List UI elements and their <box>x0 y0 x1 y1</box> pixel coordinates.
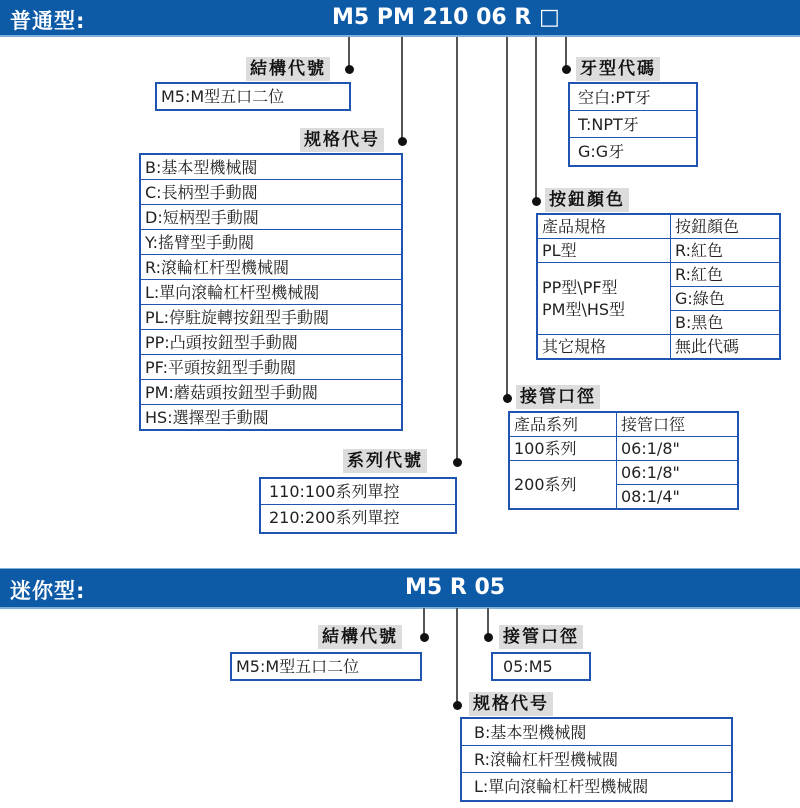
spec-item: PM:蘑菇頭按鈕型手動閥 <box>141 380 401 405</box>
mini-spec-box <box>460 717 733 802</box>
series-item: 210:200系列單控 <box>269 508 400 527</box>
structure-box <box>155 82 351 111</box>
port-table <box>508 411 739 510</box>
mini-port-item: 05:M5 <box>503 657 553 676</box>
table-header: 接管口徑 <box>617 412 739 437</box>
mini-spec-label: 规格代号 <box>469 692 553 716</box>
spec-item: PP:凸頭按鈕型手動閥 <box>141 330 401 355</box>
port-label: 接管口徑 <box>516 385 600 409</box>
bullet-dot <box>398 137 407 146</box>
spec-item: D:短柄型手動閥 <box>141 205 401 230</box>
standard-header <box>0 0 800 37</box>
series-box <box>259 477 457 534</box>
mini-port-label: 接管口徑 <box>499 625 583 649</box>
mini-port-box <box>491 652 591 681</box>
spec-label: 规格代号 <box>300 128 384 152</box>
connector-line <box>456 608 458 706</box>
table-cell: 200系列 <box>509 461 617 510</box>
thread-box <box>568 82 698 167</box>
series-label: 系列代號 <box>343 449 427 473</box>
bullet-dot <box>345 65 354 74</box>
spec-item: L:單向滾輪杠杆型機械閥 <box>141 280 401 305</box>
connector-line <box>535 37 537 201</box>
thread-item: T:NPT牙 <box>570 111 696 138</box>
mini-structure-item: M5:M型五口二位 <box>236 657 360 676</box>
series-item: 110:100系列單控 <box>261 479 455 505</box>
bullet-dot <box>562 65 571 74</box>
connector-line <box>401 37 403 141</box>
spec-item: HS:選擇型手動閥 <box>145 408 269 427</box>
standard-code: M5 PM 210 06 R □ <box>332 5 560 30</box>
table-cell: R:紅色 <box>671 239 781 263</box>
bullet-dot <box>453 701 462 710</box>
spec-item: PF:平頭按鈕型手動閥 <box>141 355 401 380</box>
mini-title: 迷你型: <box>10 579 86 603</box>
standard-title: 普通型: <box>10 9 86 33</box>
spec-item: Y:搖臂型手動閥 <box>141 230 401 255</box>
mini-header <box>0 568 800 609</box>
thread-item: 空白:PT牙 <box>570 84 696 111</box>
table-cell: 無此代碼 <box>671 335 781 360</box>
mini-spec-item: B:基本型機械閥 <box>462 719 731 746</box>
table-cell: PL型 <box>537 239 671 263</box>
bullet-dot <box>420 633 429 642</box>
table-cell: 06:1/8" <box>617 437 739 461</box>
spec-item: R:滾輪杠杆型機械閥 <box>141 255 401 280</box>
table-cell: R:紅色 <box>671 263 781 287</box>
table-cell <box>537 263 671 335</box>
spec-box <box>139 153 403 431</box>
spec-item: PL:停駐旋轉按鈕型手動閥 <box>141 305 401 330</box>
table-header: 產品規格 <box>537 214 671 239</box>
button-color-label: 按鈕顏色 <box>545 188 629 212</box>
bullet-dot <box>532 197 541 206</box>
mini-spec-item: R:滾輪杠杆型機械閥 <box>462 746 731 773</box>
bullet-dot <box>503 394 512 403</box>
table-cell: B:黑色 <box>671 311 781 335</box>
bullet-dot <box>453 458 462 467</box>
table-cell: G:綠色 <box>671 287 781 311</box>
spec-line: PM型\HS型 <box>542 299 626 319</box>
table-header: 產品系列 <box>509 412 617 437</box>
bullet-dot <box>484 633 493 642</box>
connector-line <box>506 37 508 399</box>
table-cell: 其它規格 <box>537 335 671 360</box>
table-cell: 100系列 <box>509 437 617 461</box>
button-color-table <box>536 213 781 360</box>
mini-spec-item: L:單向滾輪杠杆型機械閥 <box>474 777 649 796</box>
spec-item: B:基本型機械閥 <box>141 155 401 180</box>
structure-label: 結構代號 <box>246 57 330 81</box>
table-cell: 08:1/4" <box>617 485 739 510</box>
connector-line <box>456 37 458 463</box>
mini-structure-label: 結構代號 <box>318 625 402 649</box>
spec-item: C:長柄型手動閥 <box>141 180 401 205</box>
table-cell: 06:1/8" <box>617 461 739 485</box>
thread-item: G:G牙 <box>578 142 625 161</box>
mini-structure-box <box>230 652 422 681</box>
mini-code: M5 R 05 <box>405 575 506 600</box>
spec-line: PP型\PF型 <box>542 277 618 297</box>
table-header: 按鈕顏色 <box>671 214 781 239</box>
thread-label: 牙型代碼 <box>576 57 660 81</box>
structure-item: M5:M型五口二位 <box>161 87 285 106</box>
